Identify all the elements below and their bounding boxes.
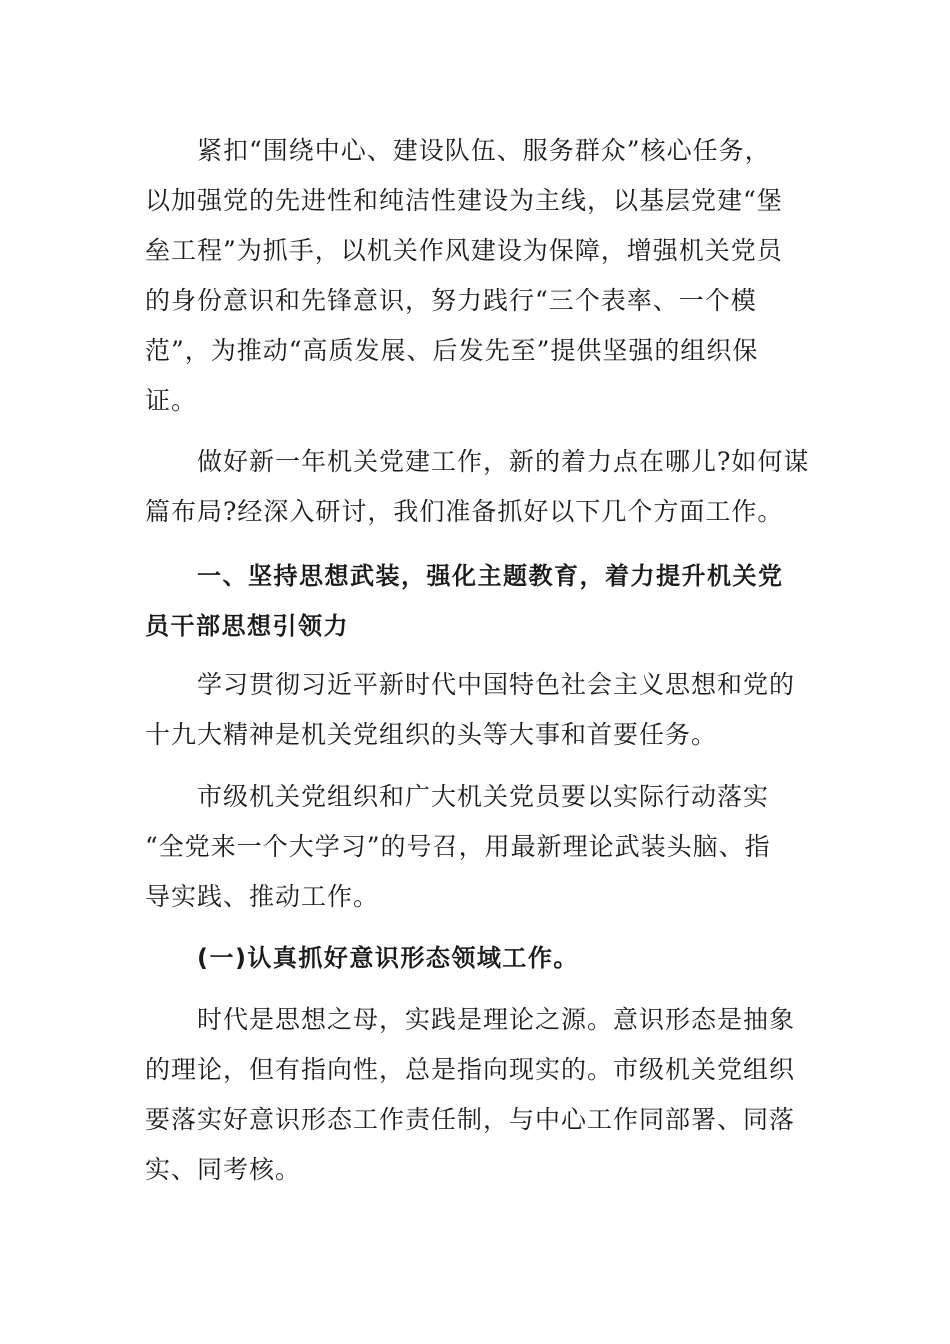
text-line: 的身份意识和先锋意识，努力践行“三个表率、一个模 xyxy=(145,286,757,315)
paragraph-focus xyxy=(145,437,810,537)
paragraph-action xyxy=(145,772,805,922)
text-line: 紧扣“围绕中心、建设队伍、服务群众”核心任务， xyxy=(197,136,771,165)
subsection-heading-1 xyxy=(145,933,805,983)
paragraph-core-task xyxy=(145,126,805,426)
text-line: 学习贯彻习近平新时代中国特色社会主义思想和党的 xyxy=(197,670,796,699)
text-line: 范”，为推动“高质发展、后发先至”提供坚强的组织保 xyxy=(145,336,759,365)
text-line: 实、同考核。 xyxy=(145,1155,302,1184)
paragraph-study xyxy=(145,660,805,760)
text-line: 要落实好意识形态工作责任制，与中心工作同部署、同落 xyxy=(145,1105,796,1134)
paragraph-ideology xyxy=(145,995,805,1195)
section-heading-1 xyxy=(145,551,805,651)
heading-line: 一、坚持思想武装，强化主题教育，着力提升机关党 xyxy=(197,562,784,590)
text-line: 做好新一年机关党建工作，新的着力点在哪儿?如何谋 xyxy=(197,447,810,476)
text-line: 市级机关党组织和广大机关党员要以实际行动落实 xyxy=(197,782,770,811)
text-line: 篇布局?经深入研讨，我们准备抓好以下几个方面工作。 xyxy=(145,497,784,526)
heading-line: 员干部思想引领力 xyxy=(145,612,349,640)
text-line: 十九大精神是机关党组织的头等大事和首要任务。 xyxy=(145,720,718,749)
text-line: 证。 xyxy=(145,386,198,415)
text-line: 导实践、推动工作。 xyxy=(145,882,380,911)
text-line: 垒工程”为抓手，以机关作风建设为保障，增强机关党员 xyxy=(145,236,783,265)
text-line: “全党来一个大学习”的号召，用最新理论武装头脑、指 xyxy=(145,832,771,861)
heading-line: (一)认真抓好意识形态领域工作。 xyxy=(197,944,579,972)
text-line: 以加强党的先进性和纯洁性建设为主线，以基层党建“堡 xyxy=(145,186,783,215)
text-line: 时代是思想之母，实践是理论之源。意识形态是抽象 xyxy=(197,1005,796,1034)
text-line: 的理论，但有指向性，总是指向现实的。市级机关党组织 xyxy=(145,1055,796,1084)
